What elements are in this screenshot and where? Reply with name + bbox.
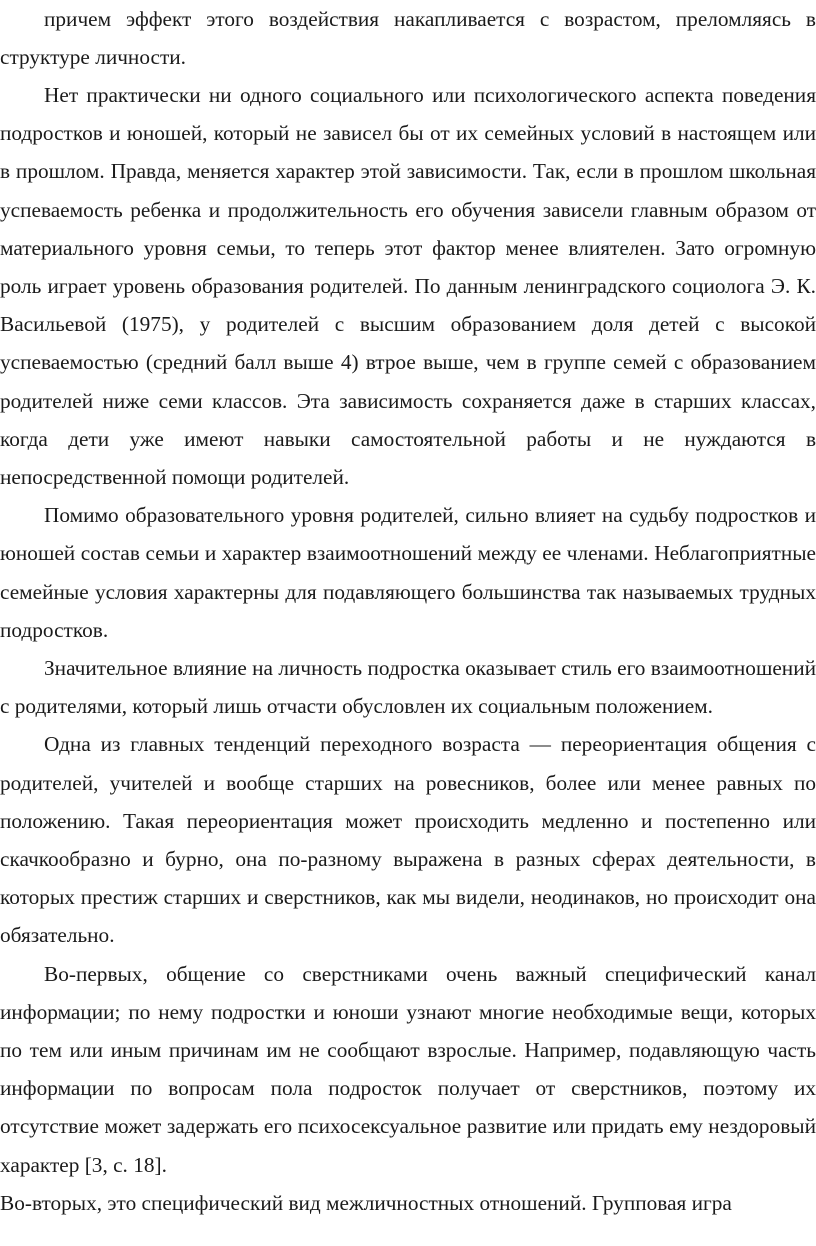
paragraph-continuation: причем эффект этого воздействия накапливается с возрастом, преломляясь в структуре личности. xyxy=(0,6,816,69)
paragraph-second-reason: Во-вторых, это специфический вид межличностных отношений. Групповая игра xyxy=(0,1190,732,1215)
paragraph-peer-reorientation: Одна из главных тенденций переходного возраста — переориентация общения с родителей, учителей и вообще старших на ровесников, более или менее равных по положению. Такая переориентация может происходить медленно и постепенно или скачкообразно и бурно, она по-разному выражена в разных сферах деятельности, в которых престиж старших и сверстников, как мы видели, неодинаков, но происходит она обязательно. xyxy=(0,732,816,948)
paragraph-family-influence: Нет практически ни одного социального или психологического аспекта поведения подростков и юношей, который не зависел бы от их семейных условий в настоящем или в прошлом. Правда, меняется характер этой зависимости. Так, если в прошлом школьная успеваемость ребенка и продолжительность его обучения зависели главным образом от материального уровня семьи, то теперь этот фактор менее влиятелен. Зато огромную роль играет уровень образования родителей. По данным ленинградского социолога Э. К. Васильевой (1975), у родителей с высшим образованием доля детей с высокой успеваемостью (средний балл выше 4) втрое выше, чем в группе семей с образованием родителей ниже семи классов. Эта зависимость сохраняется даже в старших классах, когда дети уже имеют навыки самостоятельной работы и не нуждаются в непосредственной помощи родителей. xyxy=(0,82,816,489)
paragraph-parenting-style: Значительное влияние на личность подростка оказывает стиль его взаимоотношений с родителями, который лишь отчасти обусловлен их социальным положением. xyxy=(0,655,816,719)
paragraph-family-composition: Помимо образовательного уровня родителей, сильно влияет на судьбу подростков и юношей состав семьи и характер взаимоотношений между ее членами. Неблагоприятные семейные условия характерны для подавляющего большинства так называемых трудных подростков. xyxy=(0,503,816,642)
paragraph-first-reason: Во-первых, общение со сверстниками очень важный специфический канал информации; по нему подростки и юноши узнают многие необходимые вещи, которых по тем или иным причинам им не сообщают взрослые. Например, подавляющую часть информации по вопросам пола подросток получает от сверстников, поэтому их отсутствие может задержать его психосексуальное развитие или придать ему нездоровый характер [3, с. 18]. xyxy=(0,961,816,1177)
